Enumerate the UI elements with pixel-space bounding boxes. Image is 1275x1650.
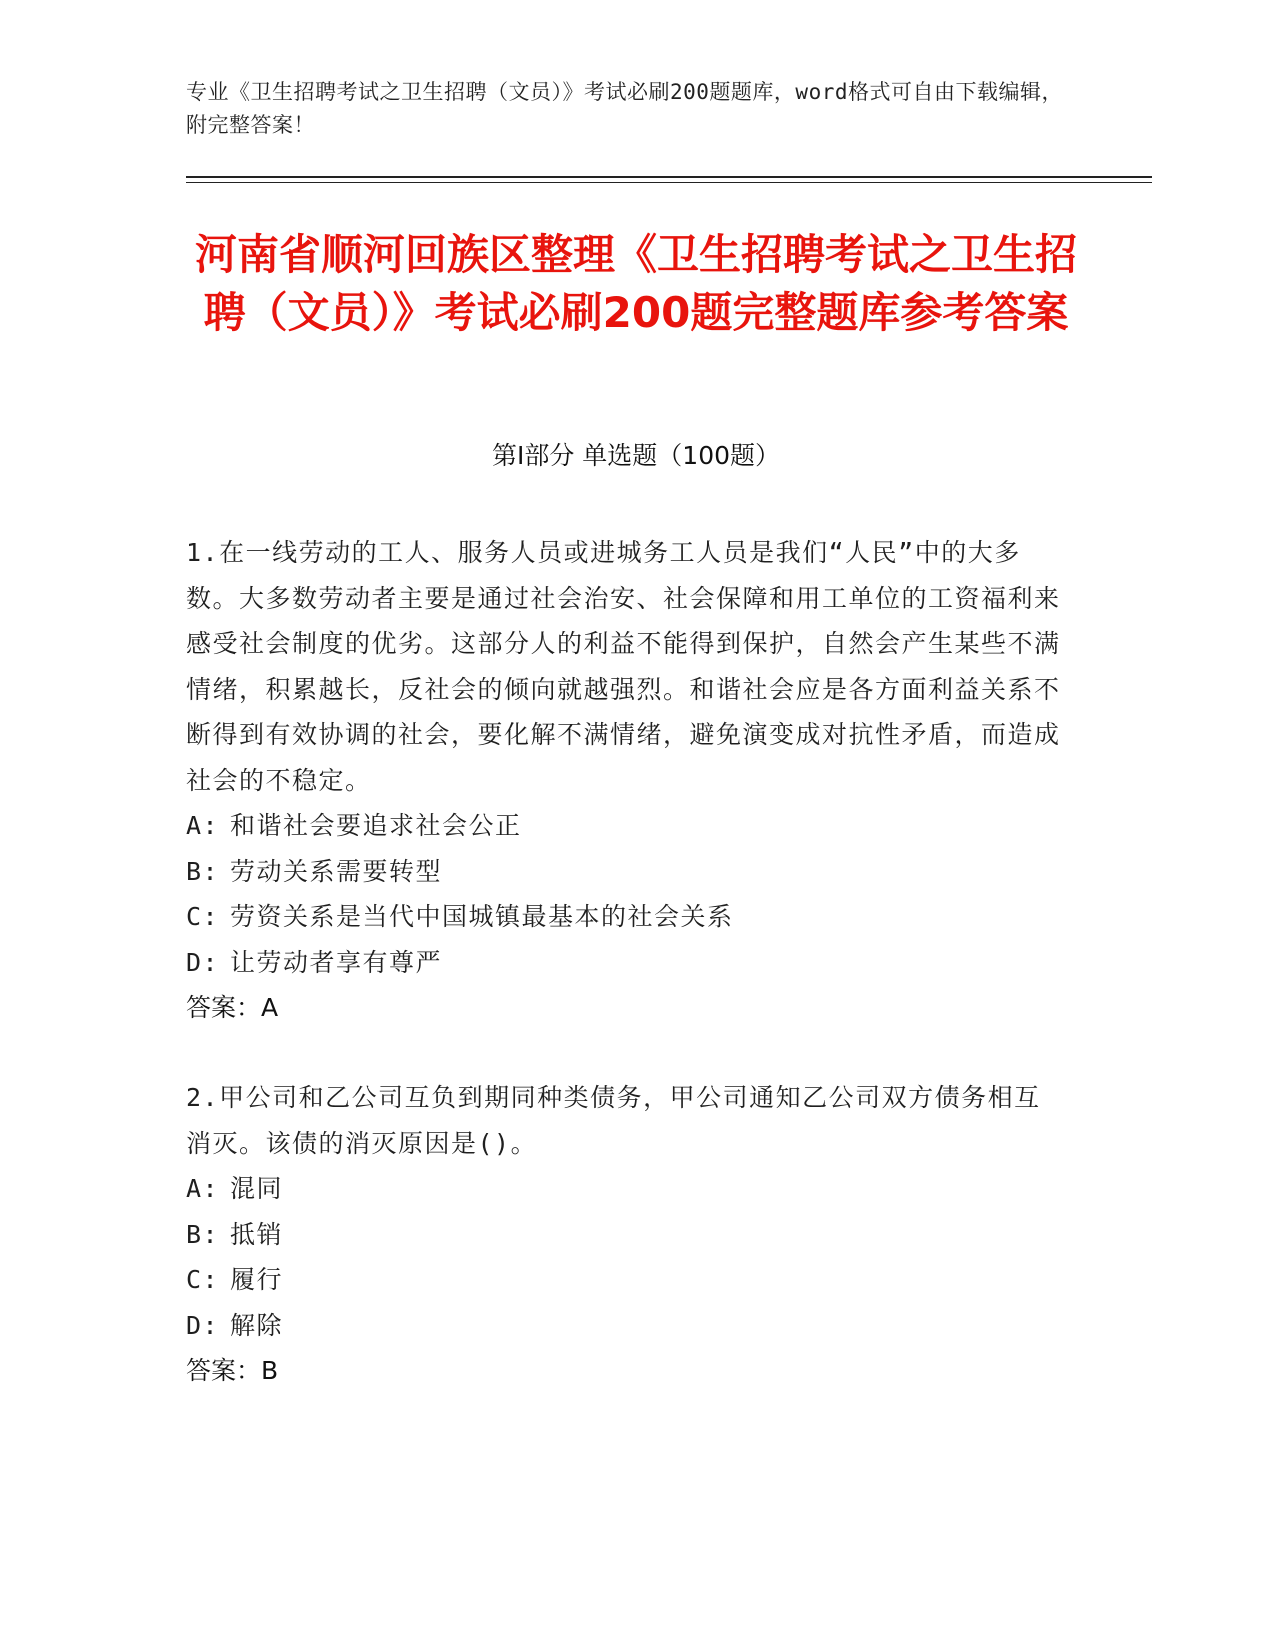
option-text: 让劳动者享有尊严 [230, 947, 443, 977]
header-divider-thin [186, 182, 1152, 183]
option-b [186, 849, 1066, 895]
option-key: C: [186, 1265, 220, 1294]
option-c [186, 1257, 1066, 1303]
option-key: A: [186, 811, 220, 840]
option-a [186, 1166, 1066, 1212]
option-key: B: [186, 856, 220, 886]
option-text: 和谐社会要追求社会公正 [230, 811, 522, 840]
option-d [186, 940, 1066, 986]
question-stem: 1.在一线劳动的工人、服务人员或进城务工人员是我们“人民”中的大多数。大多数劳动者主要是通过社会治安、社会保障和用工单位的工资福利来感受社会制度的优劣。这部分人的利益不能得到保护，自然会产生某些不满情绪，积累越长，反社会的倾向就越强烈。和谐社会应是各方面利益关系不断得到有效协调的社会，要化解不满情绪，避免演变成对抗性矛盾，而造成社会的不稳定。 [186, 538, 1061, 795]
option-b [186, 1212, 1066, 1258]
document-title: 河南省顺河回族区整理《卫生招聘考试之卫生招聘（文员）》考试必刷200题完整题库参考答案 [194, 230, 1077, 337]
answer-line: 答案：A [186, 993, 279, 1022]
option-text: 抵销 [230, 1219, 284, 1249]
option-key: D: [186, 947, 220, 977]
option-key: A: [186, 1174, 220, 1203]
option-key: D: [186, 1310, 220, 1340]
option-text: 解除 [230, 1310, 284, 1340]
header-note: 专业《卫生招聘考试之卫生招聘（文员）》考试必刷200题题库，word格式可自由下载编辑，附完整答案！ [186, 80, 1063, 137]
question-1 [186, 530, 1066, 1031]
answer-line: 答案：B [186, 1356, 279, 1385]
option-a [186, 803, 1066, 849]
option-c [186, 894, 1066, 940]
option-text: 劳资关系是当代中国城镇最基本的社会关系 [230, 902, 734, 931]
option-d [186, 1303, 1066, 1349]
option-text: 履行 [230, 1265, 284, 1294]
question-2 [186, 1075, 1066, 1394]
question-stem: 2.甲公司和乙公司互负到期同种类债务，甲公司通知乙公司双方债务相互消灭。该债的消灭原因是()。 [186, 1083, 1041, 1158]
option-key: C: [186, 902, 220, 931]
header-divider-thick [186, 176, 1152, 178]
section-heading: 第Ⅰ部分 单选题（100题） [491, 441, 781, 470]
option-text: 劳动关系需要转型 [230, 856, 443, 886]
option-text: 混同 [230, 1174, 284, 1203]
option-key: B: [186, 1219, 220, 1249]
